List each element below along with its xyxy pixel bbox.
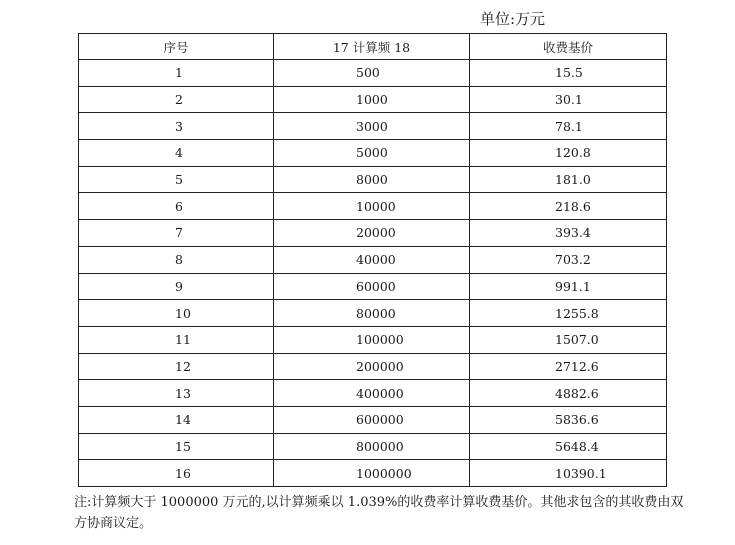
cell-index: 6	[79, 193, 274, 220]
table-row	[79, 300, 667, 327]
table-row	[79, 273, 667, 300]
cell-index: 16	[79, 460, 274, 487]
cell-base-fee: 30.1	[470, 86, 667, 113]
cell-index: 3	[79, 113, 274, 140]
footnote: 注:计算频大于 1000000 万元的,以计算频乘以 1.039%的收费率计算收费基价。其他求包含的其收费由双方协商议定。	[74, 495, 684, 531]
cell-base-fee: 991.1	[470, 273, 667, 300]
cell-base-fee: 4882.6	[470, 380, 667, 407]
cell-calc-frequency: 3000	[274, 113, 470, 140]
cell-base-fee: 120.8	[470, 140, 667, 167]
cell-base-fee: 10390.1	[470, 460, 667, 487]
header-index: 序号	[79, 34, 274, 60]
table-row	[79, 166, 667, 193]
cell-index: 1	[79, 60, 274, 87]
cell-index: 13	[79, 380, 274, 407]
cell-calc-frequency: 100000	[274, 326, 470, 353]
cell-index: 2	[79, 86, 274, 113]
cell-index: 12	[79, 353, 274, 380]
cell-index: 15	[79, 433, 274, 460]
table-row	[79, 433, 667, 460]
cell-calc-frequency: 60000	[274, 273, 470, 300]
table-row	[79, 60, 667, 87]
cell-base-fee: 1255.8	[470, 300, 667, 327]
table-row	[79, 406, 667, 433]
cell-calc-frequency: 1000000	[274, 460, 470, 487]
cell-calc-frequency: 1000	[274, 86, 470, 113]
table-row	[79, 193, 667, 220]
cell-base-fee: 78.1	[470, 113, 667, 140]
table-row	[79, 353, 667, 380]
cell-base-fee: 181.0	[470, 166, 667, 193]
cell-base-fee: 15.5	[470, 60, 667, 87]
cell-index: 11	[79, 326, 274, 353]
table-row	[79, 86, 667, 113]
unit-label: 单位:万元	[480, 10, 546, 28]
cell-index: 9	[79, 273, 274, 300]
fee-table	[78, 33, 667, 487]
cell-calc-frequency: 500	[274, 60, 470, 87]
cell-index: 4	[79, 140, 274, 167]
cell-base-fee: 703.2	[470, 246, 667, 273]
cell-calc-frequency: 40000	[274, 246, 470, 273]
cell-calc-frequency: 8000	[274, 166, 470, 193]
cell-calc-frequency: 600000	[274, 406, 470, 433]
table-row	[79, 326, 667, 353]
cell-base-fee: 5648.4	[470, 433, 667, 460]
cell-calc-frequency: 10000	[274, 193, 470, 220]
cell-calc-frequency: 400000	[274, 380, 470, 407]
table-row	[79, 140, 667, 167]
cell-index: 7	[79, 220, 274, 247]
table-body	[79, 60, 667, 487]
table-row	[79, 246, 667, 273]
cell-base-fee: 218.6	[470, 193, 667, 220]
header-base-fee: 收费基价	[470, 34, 667, 60]
table-row	[79, 380, 667, 407]
cell-base-fee: 2712.6	[470, 353, 667, 380]
cell-calc-frequency: 20000	[274, 220, 470, 247]
table-row	[79, 113, 667, 140]
table-row	[79, 220, 667, 247]
cell-base-fee: 5836.6	[470, 406, 667, 433]
table-header-row	[79, 34, 667, 60]
table-row	[79, 460, 667, 487]
cell-base-fee: 393.4	[470, 220, 667, 247]
cell-calc-frequency: 80000	[274, 300, 470, 327]
cell-index: 8	[79, 246, 274, 273]
cell-index: 5	[79, 166, 274, 193]
header-calc-frequency: 17 计算频 18	[274, 34, 470, 60]
cell-calc-frequency: 5000	[274, 140, 470, 167]
cell-calc-frequency: 800000	[274, 433, 470, 460]
cell-calc-frequency: 200000	[274, 353, 470, 380]
cell-base-fee: 1507.0	[470, 326, 667, 353]
cell-index: 10	[79, 300, 274, 327]
cell-index: 14	[79, 406, 274, 433]
